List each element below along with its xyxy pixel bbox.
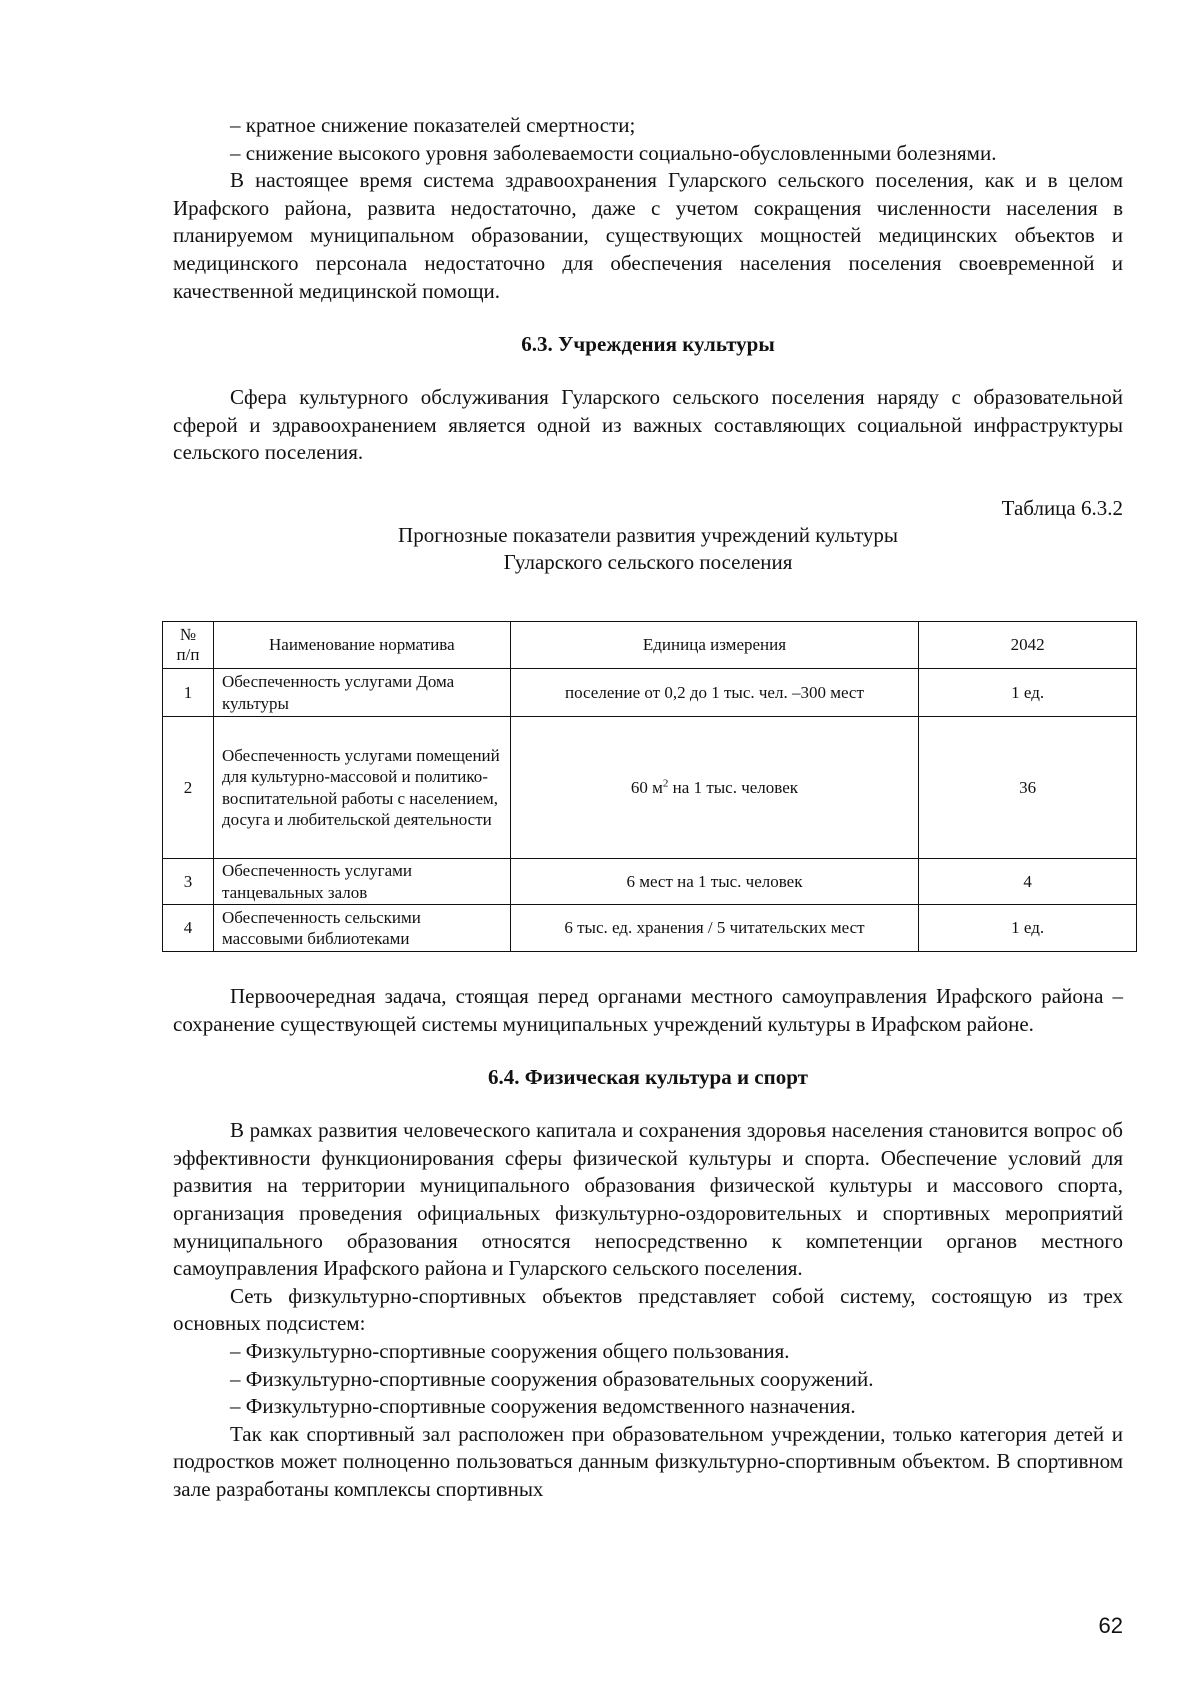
unit: поселение от 0,2 до 1 тыс. чел. –300 мест — [510, 669, 919, 717]
value-2042: 36 — [919, 717, 1137, 859]
paragraph: Первоочередная задача, стоящая перед органами местного самоуправления Ирафского района – сохранение существующей системы муниципальных учреждений культуры в Ирафском районе. — [173, 984, 1123, 1036]
unit: 6 тыс. ед. хранения / 5 читательских мест — [510, 905, 919, 952]
section-heading: 6.3. Учреждения культуры — [521, 332, 775, 357]
list-item: – кратное снижение показателей смертности; — [230, 113, 636, 137]
table-title: Гуларского сельского поселения — [503, 549, 793, 574]
norm-name: Обеспеченность услугами танцевальных залов — [213, 859, 510, 905]
paragraph: Сфера культурного обслуживания Гуларского сельского поселения наряду с образовательной сферой и здравоохранением является одной из важных составляющих социальной инфраструктуры сельского поселения. — [173, 385, 1123, 465]
table-row — [163, 905, 1137, 952]
table-row — [163, 717, 1137, 859]
table-row — [163, 669, 1137, 717]
page-content-bottom — [173, 983, 1123, 1504]
paragraph: Сеть физкультурно-спортивных объектов представляет собой систему, состоящую из трех основных подсистем: — [173, 1283, 1123, 1336]
norm-name: Обеспеченность услугами Дома культуры — [213, 669, 510, 717]
list-item: – Физкультурно-спортивные сооружения ведомственного назначения. — [230, 1394, 856, 1419]
column-header: № п/п — [163, 622, 214, 669]
unit: 60 $м^2$ на 1 тыс. человек — [510, 717, 919, 859]
page-number: 62 — [1098, 1613, 1123, 1638]
list-item: – снижение высокого уровня заболеваемости социально-обусловленными болезнями. — [230, 140, 997, 165]
norm-name: Обеспеченность услугами помещений для культурно-массовой и политико-воспитательной работы с населением, досуга и любительской деятельности — [213, 717, 510, 859]
section-heading: 6.4. Физическая культура и спорт — [488, 1065, 808, 1090]
row-number: 2 — [163, 717, 214, 859]
row-number: 4 — [163, 905, 214, 952]
paragraph: Так как спортивный зал расположен при образовательном учреждении, только категория детей и подростков может полноценно пользоваться данным физкультурно-спортивным объектом. В спортивном зале разработаны комплексы спортивных — [173, 1421, 1123, 1501]
paragraph: В настоящее время система здравоохранения Гуларского сельского поселения, как и в целом Ирафского района, развита недостаточно, даже с учетом сокращения численности населения в планируемом муниципальном образовании, существующих мощностей медицинских объектов и медицинского персонала недостаточно для обеспечения населения поселения своевременной и качественной медицинской помощи. — [173, 168, 1123, 303]
norm-name: Обеспеченность сельскими массовыми библиотеками — [213, 905, 510, 952]
list-item: – Физкультурно-спортивные сооружения общего пользования. — [230, 1338, 790, 1363]
unit: 6 мест на 1 тыс. человек — [510, 859, 919, 905]
table-header-row — [163, 622, 1137, 669]
page-content-top — [173, 112, 1123, 576]
column-header: Наименование норматива — [213, 622, 510, 669]
table-label: Таблица 6.3.2 — [1001, 495, 1123, 520]
row-number: 3 — [163, 859, 214, 905]
paragraph: В рамках развития человеческого капитала и сохранения здоровья населения становится вопрос об эффективности функционирования сферы физической культуры и спорта. Обеспечение условий для развития на территории муниципального образования физической культуры и массового спорта, организация проведения официальных физкультурно-оздоровительных и спортивных мероприятий муниципального образования относятся непосредственно к компетенции органов местного самоуправления Ирафского района и Гуларского сельского поселения. — [173, 1118, 1123, 1281]
value-2042: 4 — [919, 859, 1137, 905]
row-number: 1 — [163, 669, 214, 717]
table-title: Прогнозные показатели развития учреждений культуры — [398, 522, 898, 547]
column-header: Единица измерения — [510, 622, 919, 669]
table-row — [163, 859, 1137, 905]
culture-indicators-table — [162, 621, 1137, 952]
column-header: 2042 — [919, 622, 1137, 669]
value-2042: 1 ед. — [919, 905, 1137, 952]
list-item: – Физкультурно-спортивные сооружения образовательных сооружений. — [230, 1366, 874, 1391]
value-2042: 1 ед. — [919, 669, 1137, 717]
